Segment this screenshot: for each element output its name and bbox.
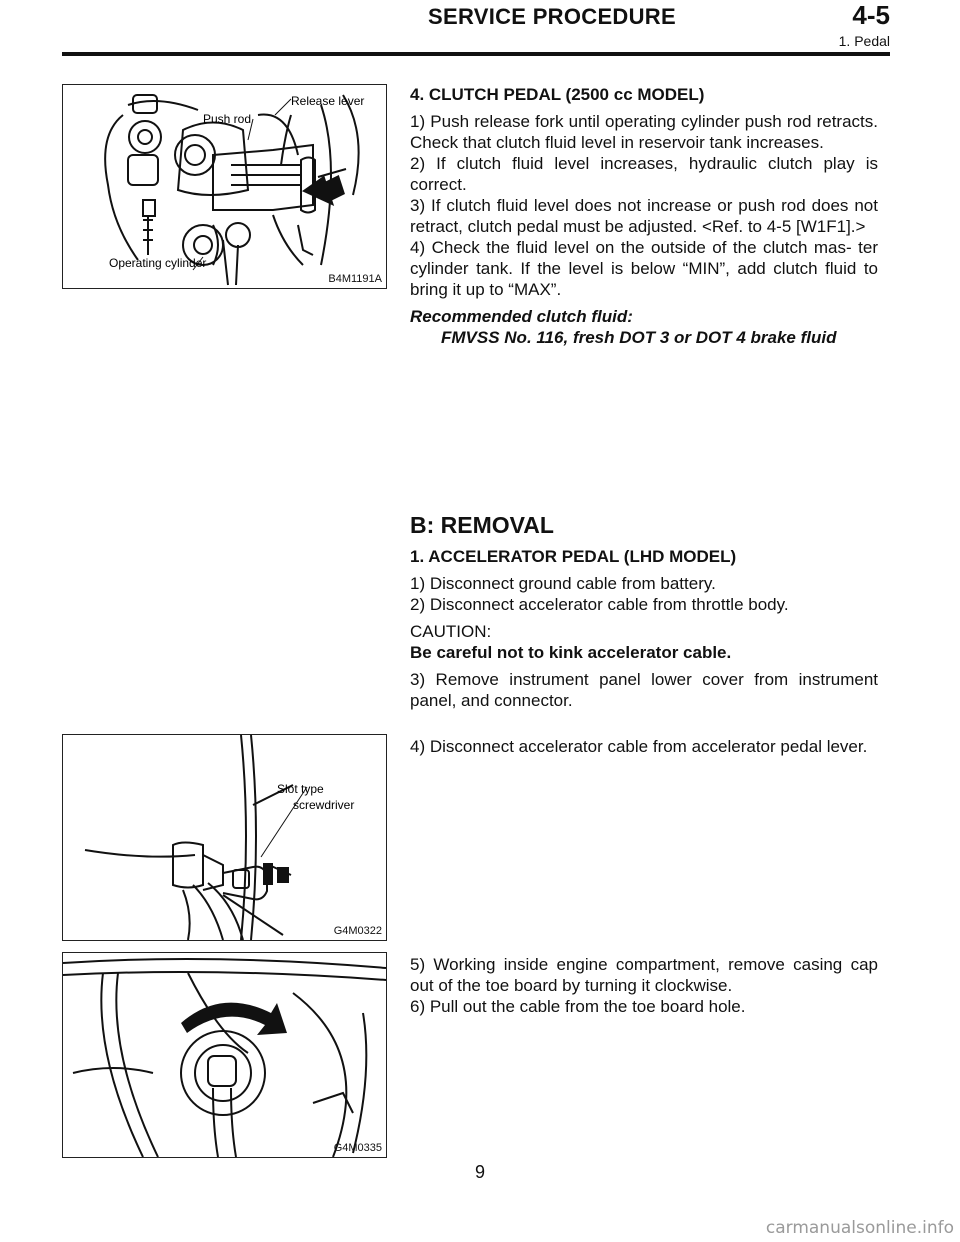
subsection-label: 1. Pedal (838, 33, 890, 49)
section-heading: 4. CLUTCH PEDAL (2500 cc MODEL) (410, 85, 705, 104)
figure-accelerator-cable-lever (62, 734, 387, 941)
removal-steps-5-6 (410, 954, 878, 1017)
figure-code: G4M0335 (333, 1142, 382, 1154)
figure-code: G4M0322 (333, 925, 382, 937)
step-text: 5) Working inside engine compartment, remove casing cap out of the toe board by turning it clockwise. (410, 955, 878, 995)
step-text: 6) Pull out the cable from the toe board hole. (410, 997, 746, 1016)
subsection-heading: 1. ACCELERATOR PEDAL (LHD MODEL) (410, 547, 737, 566)
header-rule (62, 52, 890, 56)
section-heading: B: REMOVAL (410, 512, 554, 538)
page-number: 9 (474, 1162, 485, 1182)
step-text: 4) Check the fluid level on the outside of the clutch mas- ter cylinder tank. If the level is below “MIN”, add clutch fluid to bring it up to “MAX”. (410, 238, 878, 299)
toe-board-illustration (63, 953, 386, 1157)
callout-operating-cylinder: Operating cylinder (109, 256, 207, 270)
section-number: 4-5 (852, 0, 890, 30)
page-title: SERVICE PROCEDURE (428, 4, 676, 29)
recommended-label: Recommended clutch fluid: (410, 307, 633, 326)
operating-cylinder-illustration (63, 85, 386, 288)
caution-text: Be careful not to kink accelerator cable. (410, 643, 732, 662)
callout-slot-type: Slot type (277, 782, 324, 796)
step-text: 4) Disconnect accelerator cable from accelerator pedal lever. (410, 737, 868, 756)
step-text: 3) Remove instrument panel lower cover from instrument panel, and connector. (410, 670, 878, 710)
step-text: 1) Push release fork until operating cylinder push rod retracts. Check that clutch fluid level in reservoir tank increases. (410, 112, 878, 152)
clutch-pedal-section (410, 84, 878, 348)
step-text: 3) If clutch fluid level does not increase or push rod does not retract, clutch pedal must be adjusted. <Ref. to 4-5 [W1F1].> (410, 196, 878, 236)
removal-section (410, 512, 878, 711)
watermark: carmanualsonline.info (765, 1218, 954, 1238)
callout-push-rod: Push rod (203, 112, 252, 126)
callout-release-lever: Release lever (291, 94, 365, 108)
step-text: 2) Disconnect accelerator cable from throttle body. (410, 595, 789, 614)
callout-screwdriver: screwdriver (293, 798, 355, 812)
figure-clutch-operating-cylinder (62, 84, 387, 289)
caution-label: CAUTION: (410, 622, 492, 641)
recommended-value: FMVSS No. 116, fresh DOT 3 or DOT 4 brake fluid (441, 328, 837, 347)
figure-toe-board-casing-cap (62, 952, 387, 1158)
step-text: 1) Disconnect ground cable from battery. (410, 574, 716, 593)
step-text: 2) If clutch fluid level increases, hydraulic clutch play is correct. (410, 154, 878, 194)
accelerator-lever-illustration (63, 735, 386, 940)
removal-step-4 (410, 736, 878, 757)
figure-code: B4M1191A (328, 273, 382, 285)
